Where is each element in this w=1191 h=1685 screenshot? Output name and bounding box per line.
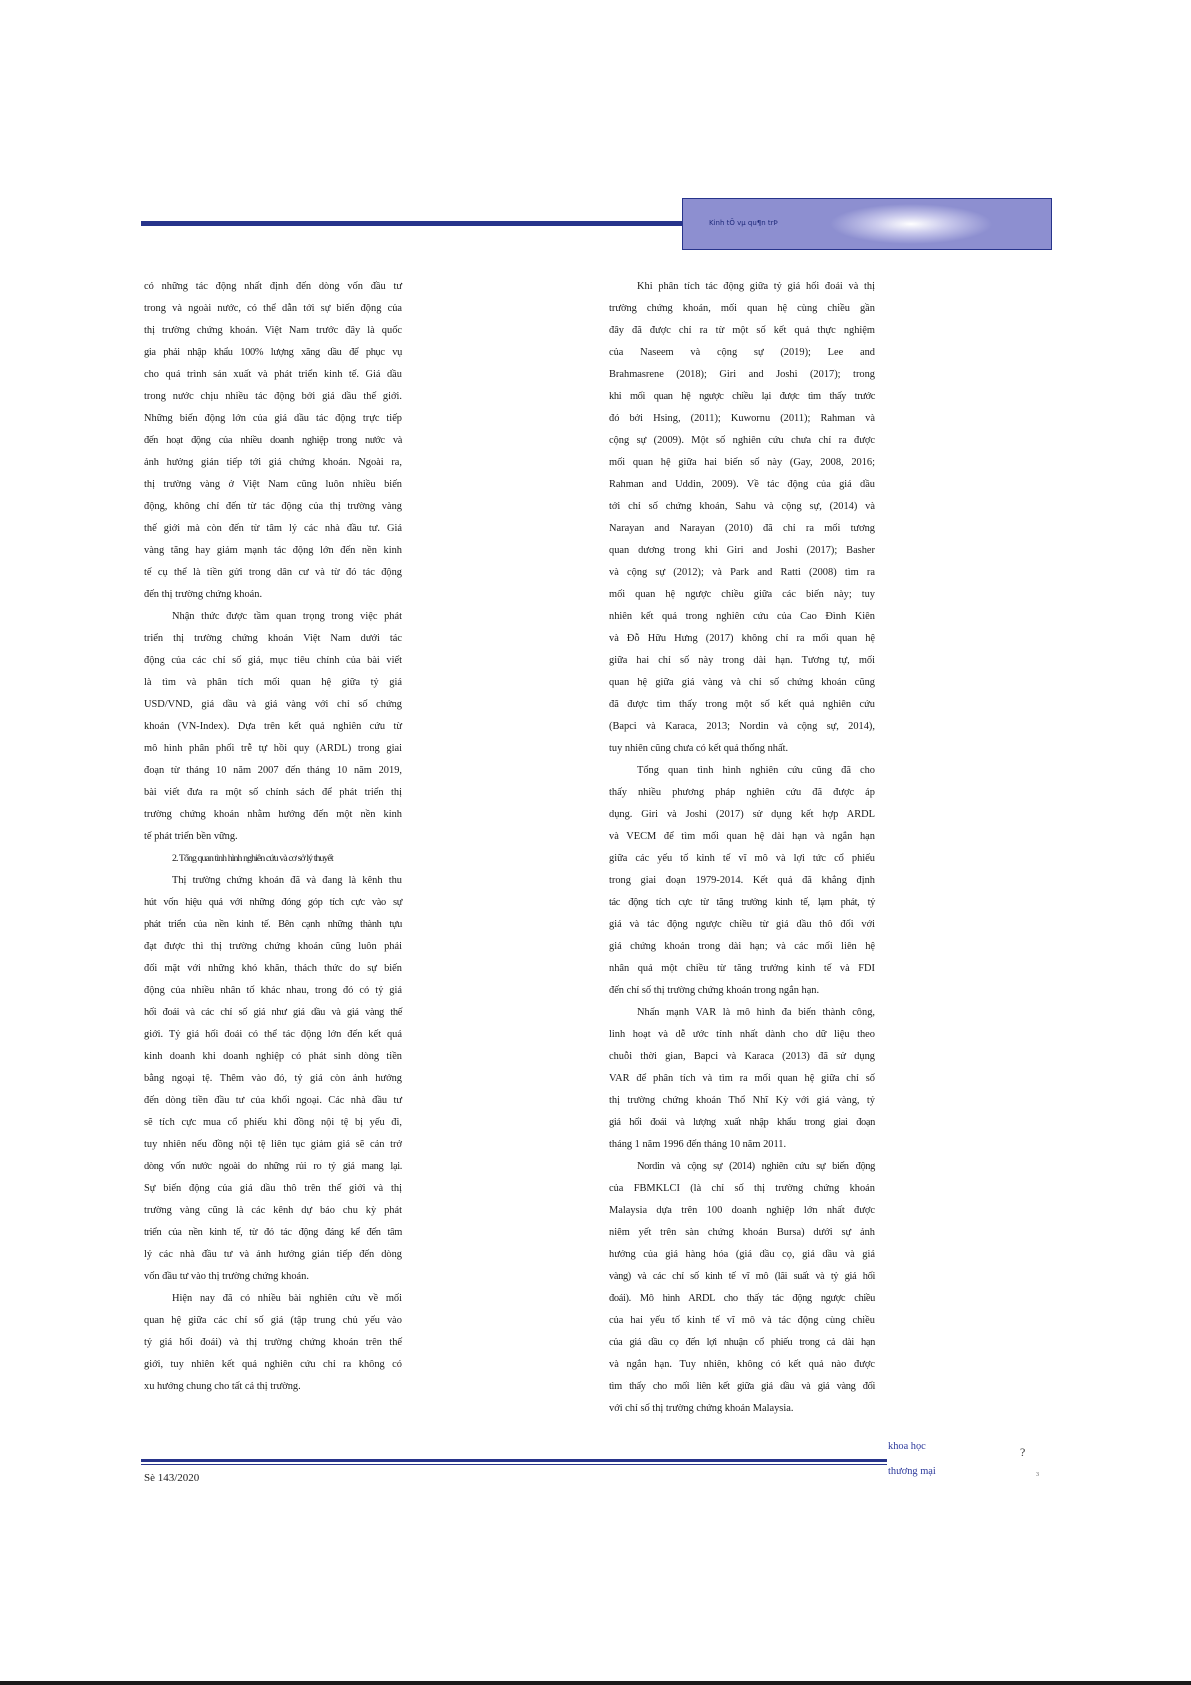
- footer-rule: [141, 1459, 887, 1462]
- left-column-line: cho quá trình sản xuất và phát triển kinh tế. Giá dầu: [144, 369, 402, 380]
- left-column-line: giới, tuy nhiên kết quả nghiên cứu chỉ ra không có: [144, 1359, 402, 1370]
- left-column-line: ảnh hưởng gián tiếp tới giá chứng khoán. Ngoài ra,: [144, 457, 402, 468]
- left-column-line: mô hình phân phối trễ tự hồi quy (ARDL) trong giai: [144, 743, 402, 754]
- footer-rule-thin: [141, 1464, 887, 1465]
- left-column-line: hút vốn hiệu quả với những đóng góp tích cực vào sự: [144, 897, 402, 908]
- right-column-line: Tổng quan tình hình nghiên cứu cũng đã cho: [637, 765, 875, 776]
- right-column-line: Malaysia dựa trên 100 doanh nghiệp lớn nhất được: [609, 1205, 875, 1216]
- left-column-line: tế phát triển bền vững.: [144, 831, 238, 842]
- right-column-line: nhiên kết quả trong nghiên cứu của Cao Đình Kiên: [609, 611, 875, 622]
- left-column-line: xu hướng chung cho tất cả thị trường.: [144, 1381, 301, 1392]
- right-column-line: đến chỉ số thị trường chứng khoán trong ngắn hạn.: [609, 985, 820, 996]
- left-column-line: trường chứng khoán nhằm hướng đến một nền kinh: [144, 809, 402, 820]
- right-column-line: tuy nhiên cũng chưa có kết quả thống nhất.: [609, 743, 789, 754]
- right-column-line: (Bapci và Karaca, 2013; Nordin và cộng sự, 2014),: [609, 721, 875, 732]
- right-column-line: tháng 1 năm 1996 đến tháng 10 năm 2011.: [609, 1139, 787, 1150]
- right-column-line: trong giai đoạn 1979-2014. Kết quả đã khẳng định: [609, 875, 875, 886]
- left-column-line: trường vàng cũng là các kênh dự báo chu kỳ phát: [144, 1205, 402, 1216]
- left-column-line: tế cụ thể là tiền gửi trong dân cư và từ đó tác động: [144, 567, 402, 578]
- right-column-line: giá hối đoái và lượng xuất nhập khẩu trong giai đoạn: [609, 1117, 875, 1128]
- right-column-line: thị trường chứng khoán Thổ Nhĩ Kỳ với giá vàng, tỷ: [609, 1095, 875, 1106]
- right-column-line: Brahmasrene (2018); Giri and Joshi (2017); trong: [609, 369, 875, 380]
- left-column-line: bằng ngoại tệ. Thêm vào đó, tỷ giá còn ảnh hưởng: [144, 1073, 402, 1084]
- right-column-line: Nordin và cộng sự (2014) nghiên cứu sự biến động: [637, 1161, 875, 1172]
- left-column-line: quan hệ giữa các chỉ số giá (tập trung chủ yếu vào: [144, 1315, 402, 1326]
- right-column-line: Narayan and Narayan (2010) đã chỉ ra mối tương: [609, 523, 875, 534]
- left-column-line: động của các chỉ số giá, mục tiêu chính của bài viết: [144, 655, 402, 666]
- left-column-line: thế giới mà còn đến từ tâm lý các nhà đầu tư. Giá: [144, 523, 402, 534]
- right-column-line: chuỗi thời gian, Bapci và Karaca (2013) đã sử dụng: [609, 1051, 875, 1062]
- right-column-line: với chỉ số thị trường chứng khoán Malaysia.: [609, 1403, 794, 1414]
- section-tab: [682, 198, 1052, 250]
- journal-brand-line1: khoa học: [888, 1441, 926, 1452]
- right-column-line: của FBMKLCI (là chỉ số thị trường chứng khoán: [609, 1183, 875, 1194]
- right-column-line: vàng) và các chỉ số kinh tế vĩ mô (lãi suất và tỷ giá hối: [609, 1271, 875, 1282]
- right-column: [609, 278, 875, 1422]
- left-column-line: Hiện nay đã có nhiều bài nghiên cứu về mối: [172, 1293, 402, 1304]
- right-column-line: giá chứng khoán trong dài hạn; và các mối liên hệ: [609, 941, 875, 952]
- left-column: [144, 278, 402, 1400]
- left-column-line: thị trường chứng khoán. Việt Nam trước đây là quốc: [144, 325, 402, 336]
- right-column-line: và VECM để tìm mối quan hệ dài hạn và ngắn hạn: [609, 831, 875, 842]
- left-column-line: giới. Tỷ giá hối đoái có thể tác động lớn đến kết quả: [144, 1029, 402, 1040]
- right-column-line: đã được tìm thấy trong một số kết quả nghiên cứu: [609, 699, 875, 710]
- left-column-line: đoạn từ tháng 10 năm 2007 đến tháng 10 năm 2019,: [144, 765, 402, 776]
- left-column-line: lý các nhà đầu tư và ảnh hưởng gián tiếp đến dòng: [144, 1249, 402, 1260]
- right-column-line: đây đã được chỉ ra từ một số kết quả thực nghiệm: [609, 325, 875, 336]
- right-column-line: giữa hai chỉ số này trong dài hạn. Tương tự, mối: [609, 655, 875, 666]
- right-column-line: quan hệ giữa giá vàng và chỉ số chứng khoán cũng: [609, 677, 875, 688]
- right-column-line: nhân quả một chiều từ tăng trưởng kinh tế và FDI: [609, 963, 875, 974]
- right-column-line: giá và tác động ngược chiều từ giá dầu thô đối với: [609, 919, 875, 930]
- right-column-line: thấy nhiều phương pháp nghiên cứu đã được áp: [609, 787, 875, 798]
- left-column-line: kinh doanh khi doanh nghiệp có phát sinh dòng tiền: [144, 1051, 402, 1062]
- header-rule: [141, 221, 685, 226]
- right-column-line: Rahman and Uddin, 2009). Về tác động của giá dầu: [609, 479, 875, 490]
- right-column-line: và ngắn hạn. Tuy nhiên, không có kết quả nào được: [609, 1359, 875, 1370]
- left-column-line: thị trường vàng ở Việt Nam cũng luôn nhiều biến: [144, 479, 402, 490]
- right-column-line: linh hoạt và dễ ước tính nhất dành cho dữ liệu theo: [609, 1029, 875, 1040]
- left-column-line: đến dòng tiền đầu tư của khối ngoại. Các nhà đầu tư: [144, 1095, 402, 1106]
- left-column-line: bài viết đưa ra một số chính sách để phát triển thị: [144, 787, 402, 798]
- left-column-line: đến hoạt động của nhiều doanh nghiệp trong nước và: [144, 435, 402, 446]
- left-column-line: sẽ tích cực mua cổ phiếu khi đồng nội tệ bị yếu đi,: [144, 1117, 402, 1128]
- left-column-line: tuy nhiên nếu đồng nội tệ liên tục giảm giá sẽ cản trở: [144, 1139, 402, 1150]
- right-column-line: quan dương trong khi Giri and Joshi (2017); Basher: [609, 545, 875, 556]
- right-column-line: niêm yết trên sàn chứng khoán Bursa) dưới sự ảnh: [609, 1227, 875, 1238]
- left-column-line: Những biến động lớn của giá dầu tác động trực tiếp: [144, 413, 402, 424]
- right-column-line: tác động tích cực từ tăng trưởng kinh tế, lạm phát, tỷ: [609, 897, 875, 908]
- left-column-line: là tìm và phân tích mối quan hệ giữa tỷ giá: [144, 677, 402, 688]
- journal-brand-line2: thương mại: [888, 1466, 936, 1477]
- right-column-line: của hai yếu tố kinh tế vĩ mô và tác động cùng chiều: [609, 1315, 875, 1326]
- right-column-line: Khi phân tích tác động giữa tỷ giá hối đoái và thị: [637, 281, 875, 292]
- right-column-line: mối quan hệ giữa hai biến số này (Gay, 2008, 2016;: [609, 457, 875, 468]
- right-column-line: và Đỗ Hữu Hưng (2017) không chỉ ra mối quan hệ: [609, 633, 875, 644]
- page-sub-mark: 3: [1036, 1472, 1039, 1478]
- right-column-line: dụng. Giri và Joshi (2017) sử dụng kết hợp ARDL: [609, 809, 875, 820]
- right-column-line: Nhấn mạnh VAR là mô hình đa biến thành công,: [637, 1007, 875, 1018]
- left-column-line: 2. Tổng quan tình hình nghiên cứu và cơ sở lý thuyết: [172, 853, 333, 864]
- page-number: ?: [1020, 1445, 1026, 1459]
- right-column-line: của Naseem và cộng sự (2019); Lee and: [609, 347, 875, 358]
- left-column-line: khoán (VN-Index). Dựa trên kết quả nghiên cứu từ: [144, 721, 402, 732]
- left-column-line: dòng vốn nước ngoài do những rủi ro tỷ giá mang lại.: [144, 1161, 402, 1172]
- right-column-line: giữa các yếu tố kinh tế vĩ mô và lợi tức cổ phiếu: [609, 853, 875, 864]
- right-column-line: cộng sự (2009). Một số nghiên cứu chưa chỉ ra được: [609, 435, 875, 446]
- right-column-line: trường chứng khoán, mối quan hệ cùng chiều gần: [609, 303, 875, 314]
- left-column-line: Thị trường chứng khoán đã và đang là kênh thu: [172, 875, 402, 886]
- left-column-line: trong nước chịu nhiều tác động bởi giá dầu thế giới.: [144, 391, 402, 402]
- right-column-line: tìm thấy cho mối liên kết giữa giá dầu và giá vàng đối: [609, 1381, 875, 1392]
- left-column-line: vàng tăng hay giảm mạnh tác động lớn đến nền kinh: [144, 545, 402, 556]
- left-column-line: đạt được thì thị trường chứng khoán cũng luôn phải: [144, 941, 402, 952]
- left-column-line: đối mặt với những khó khăn, thách thức do sự biến: [144, 963, 402, 974]
- right-column-line: và cộng sự (2012); và Park and Ratti (2008) tìm ra: [609, 567, 875, 578]
- right-column-line: hưởng của giá hàng hóa (giá dầu cọ, giá dầu và giá: [609, 1249, 875, 1260]
- left-column-line: phát triển của nền kinh tế. Bên cạnh những thành tựu: [144, 919, 402, 930]
- right-column-line: đoái). Mô hình ARDL cho thấy tác động ngược chiều: [609, 1293, 875, 1304]
- right-column-line: khi mối quan hệ ngược chiều lại được tìm thấy trước: [609, 391, 875, 402]
- page-bottom-edge: [0, 1681, 1191, 1685]
- left-column-line: triển thị trường chứng khoán Việt Nam dưới tác: [144, 633, 402, 644]
- issue-number: Sè 143/2020: [144, 1472, 200, 1484]
- right-column-line: đó bởi Hsing, (2011); Kuwornu (2011); Rahman và: [609, 413, 875, 424]
- right-column-line: tới chỉ số chứng khoán, Sahu và cộng sự, (2014) và: [609, 501, 875, 512]
- left-column-line: động, không chỉ đến từ tác động của thị trường vàng: [144, 501, 402, 512]
- left-column-line: có những tác động nhất định đến dòng vốn đầu tư: [144, 281, 402, 292]
- right-column-line: của giá dầu cọ đến lợi nhuận cổ phiếu trong cả dài hạn: [609, 1337, 875, 1348]
- left-column-line: triển của nền kinh tế, từ đó tác động đáng kể đến tâm: [144, 1227, 402, 1238]
- left-column-line: động của nhiều nhân tố khác nhau, trong đó có tỷ giá: [144, 985, 402, 996]
- left-column-line: gia phải nhập khẩu 100% lượng xăng dầu để phục vụ: [144, 347, 402, 358]
- section-label: Kinh tÕ vµ qu¶n trÞ: [709, 219, 778, 227]
- right-column-line: VAR để phân tích và tìm ra mối quan hệ giữa chỉ số: [609, 1073, 875, 1084]
- left-column-line: trong và ngoài nước, có thể dẫn tới sự biến động của: [144, 303, 402, 314]
- left-column-line: hối đoái và các chỉ số giá như giá dầu và giá vàng thế: [144, 1007, 402, 1018]
- right-column-line: mối quan hệ ngược chiều giữa các biến này; tuy: [609, 589, 875, 600]
- left-column-line: đến thị trường chứng khoán.: [144, 589, 263, 600]
- left-column-line: Sự biến động của giá dầu thô trên thế giới và thị: [144, 1183, 402, 1194]
- left-column-line: Nhận thức được tầm quan trọng trong việc phát: [172, 611, 402, 622]
- left-column-line: tỷ giá hối đoái) và thị trường chứng khoán trên thế: [144, 1337, 402, 1348]
- left-column-line: USD/VND, giá dầu và giá vàng với chỉ số chứng: [144, 699, 402, 710]
- left-column-line: vốn đầu tư vào thị trường chứng khoán.: [144, 1271, 309, 1282]
